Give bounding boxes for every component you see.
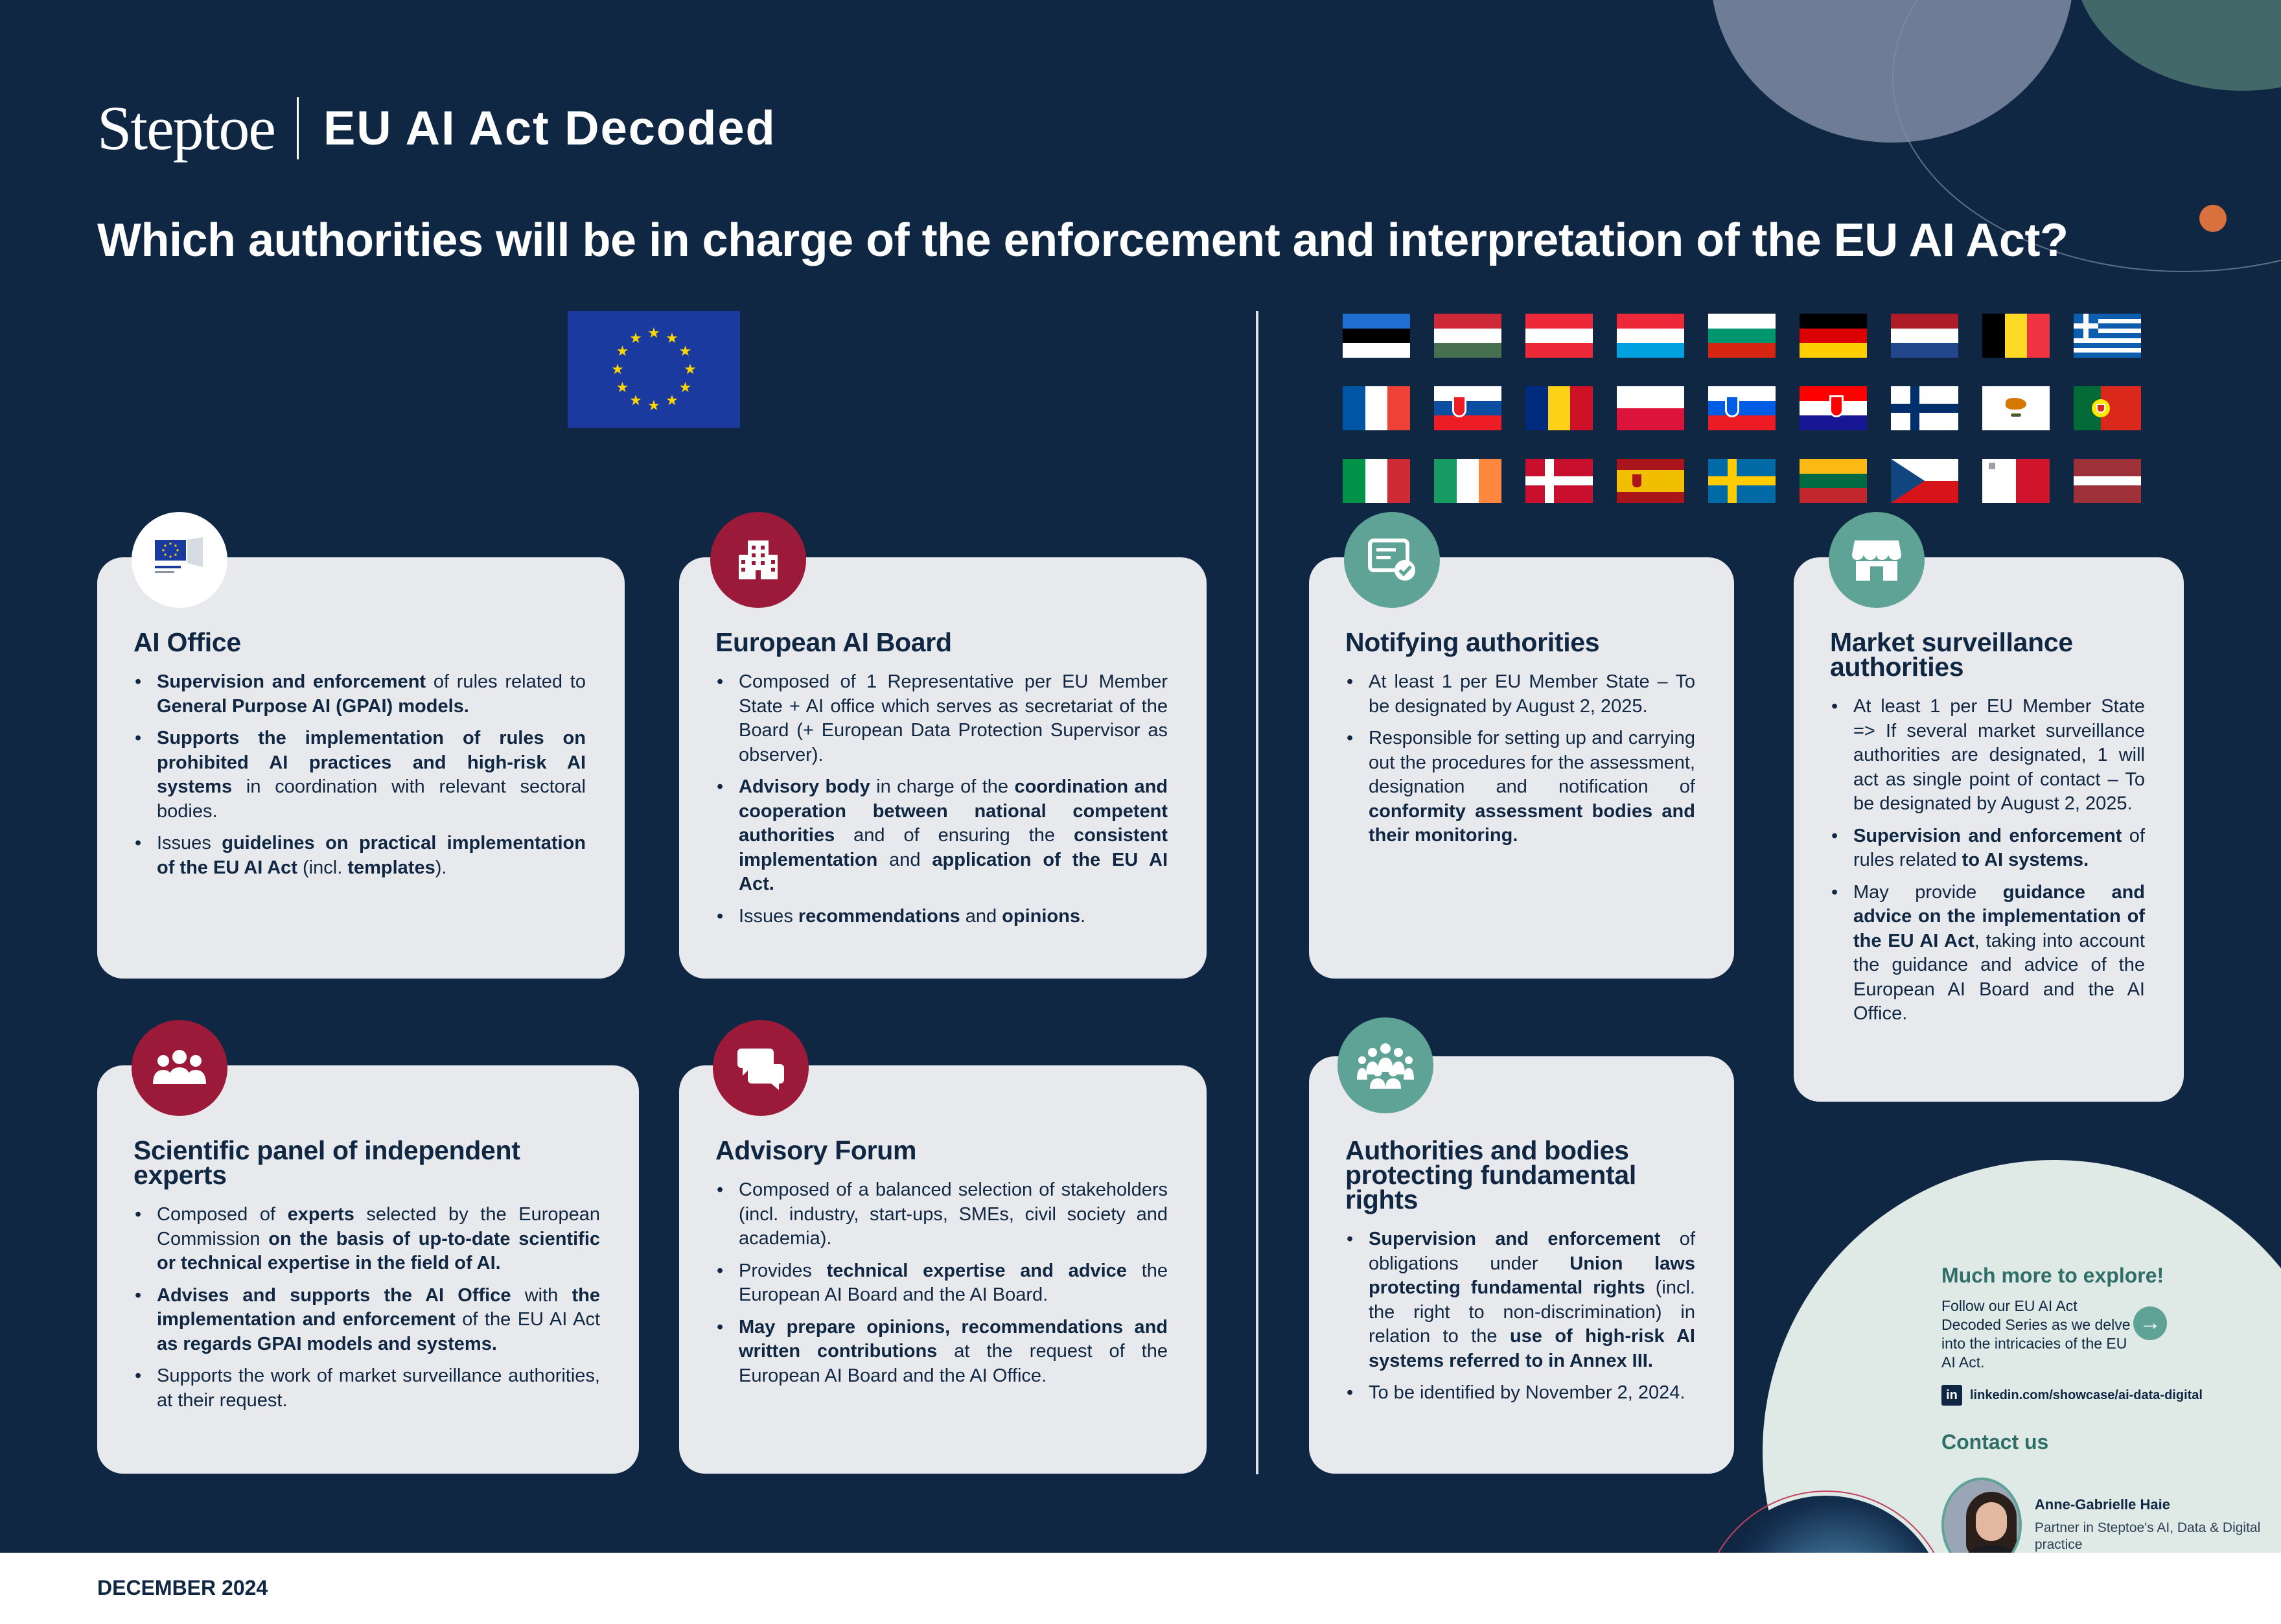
crowd-icon [1337, 1017, 1433, 1113]
bullet-item: • May provide guidance and advice on the implementation of the EU AI Act, taking into account the guidance and advice of the European AI Board and the AI Office. [1830, 881, 2145, 1027]
star-icon: ★ [678, 379, 692, 395]
star-icon: ★ [629, 392, 642, 409]
bullet-list [133, 670, 586, 880]
star-icon: ★ [611, 361, 624, 377]
linkedin-link[interactable] [1941, 1385, 2265, 1406]
bullet-item: • Supervision and enforcement of rules related to General Purpose AI (GPAI) models. [133, 670, 586, 719]
bold-text: recommendations [798, 905, 960, 927]
star-icon: ★ [666, 329, 678, 346]
bold-text: Supervision and enforcement [1369, 1229, 1661, 1249]
bullet-item: • Advisory body in charge of the coordination and cooperation between national competent authorities and of ensuring the consistent implementation and application of the EU AI Act. [715, 775, 1168, 897]
card-notifying-authorities [1309, 557, 1734, 979]
people-group-icon [132, 1020, 227, 1116]
bullet-item: • Advises and supports the AI Office with the implementation and enforcement of the EU AI Act as regards GPAI models and systems. [133, 1284, 600, 1357]
eu-national-divider [1256, 311, 1258, 1474]
flag-estonia-icon [1343, 314, 1410, 358]
star-icon: ★ [678, 343, 692, 359]
contact-heading: Contact us [1941, 1430, 2049, 1454]
bullet-list [1345, 1227, 1695, 1406]
flag-ireland-icon [1434, 459, 1501, 503]
bold-text: opinions [1002, 905, 1080, 927]
flag-luxembourg-icon [1617, 314, 1684, 358]
eu-flag-icon [568, 311, 740, 428]
bullet-item: • Supports the implementation of rules on prohibited AI practices and high-risk AI systems in coordination with relevant sectoral bodies. [133, 726, 586, 824]
explore-text: Follow our EU AI Act Decoded Series as we delve into the intricacies of the EU AI Act. [1941, 1297, 2131, 1371]
bold-text: templates [347, 857, 435, 878]
bullet-item: • Issues guidelines on practical implementation of the EU AI Act (incl. templates). [133, 831, 586, 880]
bold-text: as regards GPAI models and systems. [157, 1333, 497, 1354]
european-commission-logo-icon [132, 512, 227, 608]
bullet-item: • Composed of a balanced selection of stakeholders (incl. industry, start-ups, SMEs, civil society and academia). [715, 1178, 1168, 1251]
card-title: Market surveillance authorities [1830, 627, 2073, 682]
bold-text: coordination and cooperation between national competent authorities [739, 776, 1168, 846]
card-scientific-panel [97, 1065, 639, 1474]
star-icon: ★ [647, 325, 660, 341]
flag-france-icon [1343, 386, 1410, 430]
flag-sweden-icon [1708, 459, 1776, 503]
bullet-item: • Responsible for setting up and carrying out the procedures for the assessment, designation and notification of conformity assessment bodies and their monitoring. [1345, 726, 1695, 848]
bold-text: Supervision and enforcement [157, 671, 426, 692]
flag-croatia-icon [1800, 386, 1867, 430]
bullet-item: • Issues recommendations and opinions. [715, 905, 1168, 929]
star-icon: ★ [647, 397, 660, 413]
flag-austria-icon [1525, 314, 1593, 358]
bold-text: guidance and advice on the implementation of the EU AI Act [1853, 881, 2146, 951]
page-title: Which authorities will be in charge of the enforcement and interpretation of the EU AI Act? [97, 215, 2068, 266]
bold-text: on the basis of up-to-date scientific or technical expertise in the field of AI. [157, 1228, 600, 1273]
flag-finland-icon [1891, 386, 1958, 430]
bullet-list [715, 670, 1168, 929]
contact-name: Anne-Gabrielle Haie [2034, 1496, 2170, 1513]
card-advisory-forum [679, 1065, 1207, 1474]
linkedin-url[interactable]: linkedin.com/showcase/ai-data-digital [1970, 1387, 2203, 1402]
bold-text: Union laws protecting fundamental rights [1369, 1253, 1695, 1298]
certificate-check-icon [1344, 512, 1440, 608]
bullet-list [1345, 670, 1695, 848]
arrow-right-icon[interactable]: → [2133, 1306, 2167, 1340]
flag-slovenia-icon [1708, 386, 1776, 430]
bold-text: the implementation and enforcement [157, 1284, 600, 1330]
bold-text: use of high-risk AI systems referred to in Annex III. [1369, 1326, 1695, 1371]
bold-text: guidelines on practical implementation of the EU AI Act [157, 833, 586, 878]
card-title: Authorities and bodies protecting fundamental rights [1345, 1135, 1636, 1214]
explore-content [1941, 1264, 2265, 1552]
flag-bulgaria-icon [1708, 314, 1776, 358]
bold-text: Advises and supports the AI Office [157, 1284, 511, 1306]
card-title: Advisory Forum [715, 1135, 917, 1165]
flag-lithuania-icon [1800, 459, 1867, 503]
steptoe-logo: Steptoe [97, 93, 275, 163]
star-icon: ★ [616, 343, 629, 359]
flag-netherlands-icon [1891, 314, 1958, 358]
flag-malta-icon [1982, 459, 2050, 503]
footer [0, 1553, 2281, 1624]
flag-germany-icon [1800, 314, 1867, 358]
flag-greece-icon [2074, 314, 2141, 358]
bullet-item: • Supports the work of market surveillance authorities, at their request. [133, 1364, 600, 1413]
flag-portugal-icon [2074, 386, 2141, 430]
series-title: EU AI Act Decoded [323, 101, 776, 155]
flag-italy-icon [1343, 459, 1410, 503]
flag-cyprus-icon [1982, 386, 2050, 430]
card-title: Notifying authorities [1345, 627, 1600, 657]
card-fundamental-rights [1309, 1056, 1734, 1474]
flag-spain-icon [1617, 459, 1684, 503]
flag-poland-icon [1617, 386, 1684, 430]
bold-text: conformity assessment bodies and their monitoring. [1369, 800, 1695, 846]
bullet-item: • At least 1 per EU Member State => If several market surveillance authorities are designated, 1 will act as single point of contact – To be designated by August 2, 2025. [1830, 695, 2145, 817]
star-icon: ★ [684, 361, 697, 377]
storefront-icon [1829, 512, 1925, 608]
explore-heading: Much more to explore! [1941, 1264, 2164, 1287]
bullet-list [715, 1178, 1168, 1388]
card-title: European AI Board [715, 627, 952, 657]
contact-role: Partner in Steptoe's AI, Data & Digital practice [2034, 1520, 2261, 1552]
card-title: AI Office [133, 627, 241, 657]
bold-text: May prepare opinions, recommendations and written contributions [739, 1316, 1168, 1362]
bold-text: Supervision and enforcement [1853, 825, 2122, 846]
star-icon: ★ [616, 379, 629, 395]
flag-belgium-icon [1982, 314, 2050, 358]
bold-text: Supports the implementation of rules on prohibited AI practices and high-risk AI systems [157, 728, 586, 797]
bold-text: experts [287, 1204, 354, 1225]
linkedin-icon: in [1941, 1385, 1962, 1406]
card-european-ai-board [679, 557, 1207, 979]
chat-bubbles-icon [713, 1020, 809, 1116]
bold-text: technical expertise and advice [826, 1260, 1127, 1281]
bullet-list [133, 1203, 600, 1413]
bold-text: Advisory body [739, 776, 870, 797]
bullet-item: • At least 1 per EU Member State – To be designated by August 2, 2025. [1345, 670, 1695, 719]
bullet-item: • Supervision and enforcement of obligations under Union laws protecting fundamental rights (incl. the right to non-discrimination) in relation to the use of high-risk AI systems referred to in Annex III. [1345, 1227, 1695, 1373]
flag-czech-republic-icon [1891, 459, 1958, 503]
bold-text: application of the EU AI Act. [739, 849, 1168, 894]
bullet-item: • To be identified by November 2, 2024. [1345, 1381, 1695, 1406]
building-icon [710, 512, 806, 608]
decorative-dot-orange [2199, 205, 2227, 232]
bullet-item: • Composed of 1 Representative per EU Member State + AI office which serves as secretariat of the Board (+ European Data Protection Supervisor as observer). [715, 670, 1168, 767]
flag-slovakia-icon [1434, 386, 1501, 430]
brand-divider [297, 97, 299, 159]
bold-text: General Purpose AI (GPAI) models. [157, 695, 469, 717]
flag-latvia-icon [2074, 459, 2141, 503]
bullet-item: • Provides technical expertise and advice the European AI Board and the AI Board. [715, 1259, 1168, 1308]
star-icon: ★ [666, 392, 678, 409]
bullet-item: • Composed of experts selected by the European Commission on the basis of up-to-date scientific or technical expertise in the field of AI. [133, 1203, 600, 1276]
flag-denmark-icon [1525, 459, 1593, 503]
bold-text: to AI systems. [1962, 850, 2089, 870]
bullet-list [1830, 695, 2145, 1027]
bullet-item: • Supervision and enforcement of rules related to AI systems. [1830, 824, 2145, 873]
flag-romania-icon [1525, 386, 1593, 430]
star-icon: ★ [629, 329, 642, 346]
card-ai-office [97, 557, 625, 979]
bold-text: consistent implementation [739, 825, 1168, 870]
brand-header [97, 92, 776, 164]
bullet-item: • May prepare opinions, recommendations and written contributions at the request of the European AI Board and the AI Office. [715, 1316, 1168, 1389]
member-state-flags [1343, 314, 2141, 503]
publication-date: DECEMBER 2024 [97, 1576, 268, 1599]
card-market-surveillance [1794, 557, 2184, 1102]
flag-hungary-icon [1434, 314, 1501, 358]
card-title: Scientific panel of independent experts [133, 1135, 520, 1190]
